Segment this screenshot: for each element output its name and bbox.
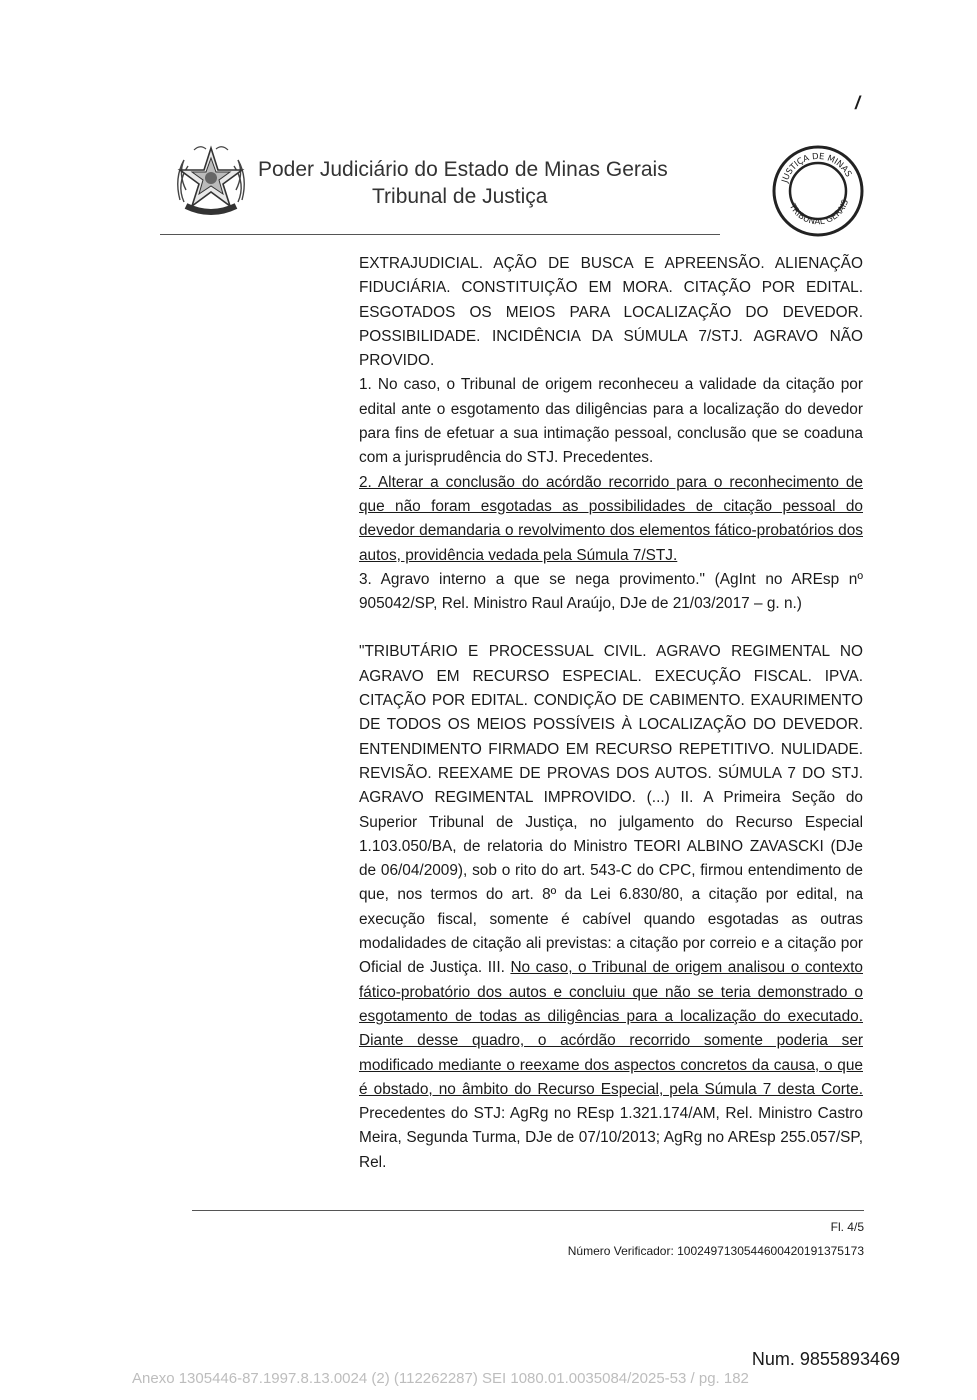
document-body	[359, 252, 863, 1175]
coat-of-arms-logo	[170, 140, 252, 222]
header-divider	[160, 234, 720, 235]
footer-divider	[192, 1210, 864, 1211]
paragraph-item-3: 3. Agravo interno a que se nega provimento." (AgInt no AREsp nº 905042/SP, Rel. Ministro Raul Araújo, DJe de 21/03/2017 – g. n.)	[359, 570, 863, 613]
document-number: Num. 9855893469	[751, 1349, 900, 1369]
paragraph-spacer	[359, 616, 863, 640]
paragraph-second-quote	[359, 640, 863, 1175]
paragraph-item-1: 1. No caso, o Tribunal de origem reconheceu a validade da citação por edital ante o esgotamento das diligências para a localização do devedor para fins de efetuar a sua intimação pessoal, conclusão que se coaduna com a jurisprudência do STJ. Precedentes.	[359, 376, 863, 467]
svg-text:TRIBUNAL GERAIS: TRIBUNAL GERAIS	[786, 198, 852, 228]
quote-text-start: "TRIBUTÁRIO E PROCESSUAL CIVIL. AGRAVO REGIMENTAL NO AGRAVO EM RECURSO ESPECIAL. EXECUÇÃO FISCAL. IPVA. CITAÇÃO POR EDITAL. CONDIÇÃO DE CABIMENTO. EXAURIMENTO DE TODOS OS MEIOS POSSÍVEIS À LOCALIZAÇÃO DO DEVEDOR. ENTENDIMENTO FIRMADO EM RECURSO REPETITIVO. NULIDADE. REVISÃO. REEXAME DE PROVAS DOS AUTOS. SÚMULA 7 DO STJ. AGRAVO REGIMENTAL IMPROVIDO. (...) II. A Primeira Seção do Superior Tribunal de Justiça, no julgamento do Recurso Especial 1.103.050/BA, de relatoria do Ministro TEORI ALBINO ZAVASCKI (DJe de 06/04/2009), sob o rito do art. 543-C do CPC, firmou entendimento de que, nos termos do art. 8º da Lei 6.830/80, a citação por edital, na execução fiscal, somente é cabível quando esgotadas as outras modalidades de citação ali previstas: a citação por correio e a citação por Oficial de Justiça. III.	[359, 643, 863, 977]
header-title: Poder Judiciário do Estado de Minas Gerais	[258, 158, 668, 181]
corner-mark: /	[855, 93, 861, 113]
court-seal-stamp	[770, 143, 866, 239]
quote-text-end: Precedentes do STJ: AgRg no REsp 1.321.174/AM, Rel. Ministro Castro Meira, Segunda Turma, DJe de 07/10/2013; AgRg no AREsp 255.057/SP, Rel.	[359, 1105, 863, 1171]
verification-number: Número Verificador: 1002497130544600420191375173	[567, 1244, 864, 1258]
paragraph-item-2-underlined: 2. Alterar a conclusão do acórdão recorrido para o reconhecimento de que não foram esgotadas as possibilidades de citação pessoal do devedor demandaria o revolvimento dos elementos fático-probatórios dos autos, providência vedada pela Súmula 7/STJ.	[359, 473, 863, 564]
paragraph-ementa-head: EXTRAJUDICIAL. AÇÃO DE BUSCA E APREENSÃO. ALIENAÇÃO FIDUCIÁRIA. CONSTITUIÇÃO EM MORA. CITAÇÃO POR EDITAL. ESGOTADOS OS MEIOS PARA LOCALIZAÇÃO DO DEVEDOR. POSSIBILIDADE. INCIDÊNCIA DA SÚMULA 7/STJ. AGRAVO NÃO PROVIDO.	[359, 255, 863, 370]
quote-text-underlined: No caso, o Tribunal de origem analisou o contexto fático-probatório dos autos e concluiu que não se teria demonstrado o esgotamento de todas as diligências para a localização do executado. Diante desse quadro, o acórdão recorrido somente poderia ser modificado mediante o reexame dos aspectos concretos da causa, o que é obstado, no âmbito do Recurso Especial, pela Súmula 7 desta Corte.	[359, 959, 863, 1098]
annex-watermark: Anexo 1305446-87.1997.8.13.0024 (2) (112262287) SEI 1080.01.0035084/2025-53 / pg. 182	[132, 1370, 749, 1387]
page-folio: Fl. 4/5	[830, 1220, 864, 1234]
svg-text:JUSTIÇA DE MINAS: JUSTIÇA DE MINAS	[780, 151, 854, 184]
header-subtitle: Tribunal de Justiça	[372, 185, 548, 208]
